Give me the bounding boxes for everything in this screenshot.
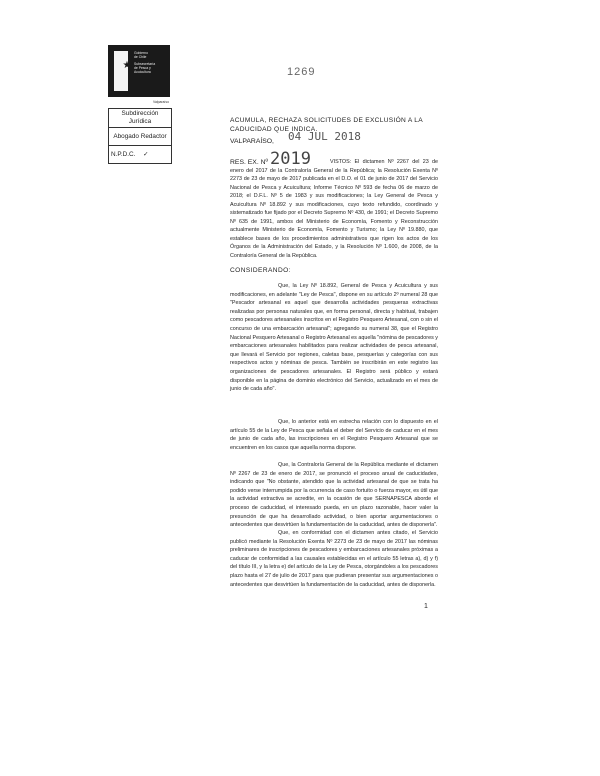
government-logo [108,45,170,97]
stamp-number: 1269 [287,66,316,78]
resolution-number: 2019 [270,149,311,169]
logo-text-line: de Pesca y [134,66,151,70]
coat-of-arms-icon: ★ [114,51,128,91]
stamp-npdc [109,146,172,164]
logo-text-line: Acuicultura [134,70,151,74]
approval-stamp [108,108,172,164]
logo-text-line: Subsecretaría [134,62,156,66]
stamp-abogado-redactor: Abogado Redactor [109,128,172,146]
page-number: 1 [424,603,428,610]
considerando-heading: CONSIDERANDO: [230,267,291,274]
place-label: VALPARAÍSO, [230,138,274,145]
logo-subtitle: Valparaíso [153,100,169,104]
stamp-subdireccion-juridica: Subdirección Jurídica [109,109,172,128]
title-line: CADUCIDAD QUE INDICA. [230,126,318,133]
stamp-npdc-label: N.P.D.C. [111,151,136,158]
logo-text-line: de Chile [134,55,147,59]
considerando-paragraph: Que, en conformidad con el dictamen antes citado, el Servicio publicó mediante la Resolución Exenta Nº 2273 de 23 de mayo de 2017 las nóminas preliminares de inscripciones de pescadores y embarcaciones artesanales próximas a caducar de conformidad a las causales establecidas en el artículo 55 letras a), d) y f) del título III, y la letra e) del artículo de la Ley de Pesca, otorgándoles a los pescadores plazo hasta el 27 de julio de 2017 para que pudieran presentar sus argumentaciones o antecedentes que desvirtúen la fundamentación de la caducidad, antes de disponerla. [230,530,438,588]
considerando-paragraph: Que, la Contraloría General de la República mediante el dictamen Nº 2267 de 23 de enero de 2017, se pronunció el proceso anual de caducidades, indicando que "No obstante, atendido que la actividad artesanal de que se trata ha podido verse interrumpida por la ocurrencia de caso fortuito o fuerza mayor, es útil que la actividad extractiva se acredite, en la ocasión de que SERNAPESCA aborde el proceso de caducidad, el interesado pueda, en un plazo razonable, hacer valer la presunción de que ha desarrollado actividad, o bien aportar argumentaciones o antecedentes que desvirtúen la fundamentación de la caducidad, antes de disponerla". [230,462,438,529]
title-line: ACUMULA, RECHAZA SOLICITUDES DE EXCLUSIÓN A LA [230,117,423,124]
checkmark-icon: ✓ [143,150,149,158]
vistos-paragraph: VISTOS: El dictamen Nº 2267 del 23 de enero del 2017 de la Contraloría General de la República; la Resolución Exenta Nº 2273 de 23 de mayo de 2017 publicada en el D.O. el 01 de junio de 2017 del Servicio Nacional de Pesca y Acuicultura; Informe Técnico Nº 593 de fecha 06 de marzo de 2018; el D.F.L. Nº 5 de 1983 y sus modificaciones; la Ley General de Pesca y Acuicultura Nº 18.892 y sus modificaciones, cuyo texto refundido, coordinado y sistematizado fue fijado por el Decreto Supremo Nº 430, de 1991; el Decreto Supremo Nº 635 de 1991, ambos del Ministerio de Economía, Fomento y Reconstrucción actualmente Ministerio de Economía, Fomento y Turismo; la Ley Nº 19.880, que establece bases de los procedimientos administrativos que rigen los actos de los Órganos de la Administración del Estado, y la Resolución Nº 1.600, de 2008, de la Contraloría General de la República. [230,159,438,259]
considerando-paragraph: Que, la Ley Nº 18.892, General de Pesca y Acuicultura y sus modificaciones, en adelante "Ley de Pesca", dispone en su artículo 2º numeral 28 que "Pescador artesanal es aquel que desarrolla actividades pesqueras extractivas realizadas por personas naturales que, en forma personal, directa y habitual, trabajen como pescadores artesanales inscritos en el Registro Pesquero Artesanal, con o sin el concurso de una embarcación artesanal"; agregando su numeral 38, que el Registro Nacional Pesquero Artesanal o Registro Artesanal es aquella "nómina de pescadores y embarcaciones artesanales habilitados para realizar actividades de pesca artesanal, que llevará el Servicio por regiones, caletas base, pesquerías y categorías con sus respectivos actos y nóminas de pesca. También se inscribirán en este registro las organizaciones de pescadores artesanales. El Registro será público y estará disponible en la página de dominio electrónico del Servicio, actualizado en el mes de junio de cada año". [230,283,438,393]
date-stamp: 04 JUL 2018 [288,130,361,143]
logo-text-line: Gobierno [134,51,148,55]
considerando-paragraph: Que, lo anterior está en estrecha relación con lo dispuesto en el artículo 55 de la Ley de Pesca que señala el deber del Servicio de caducar en el mes de junio de cada año, las inscripciones en el Registro Pesquero Artesanal que se encuentren en los casos que aquella norma dispone. [230,419,438,451]
resolution-label: RES. EX. Nº [230,159,268,166]
